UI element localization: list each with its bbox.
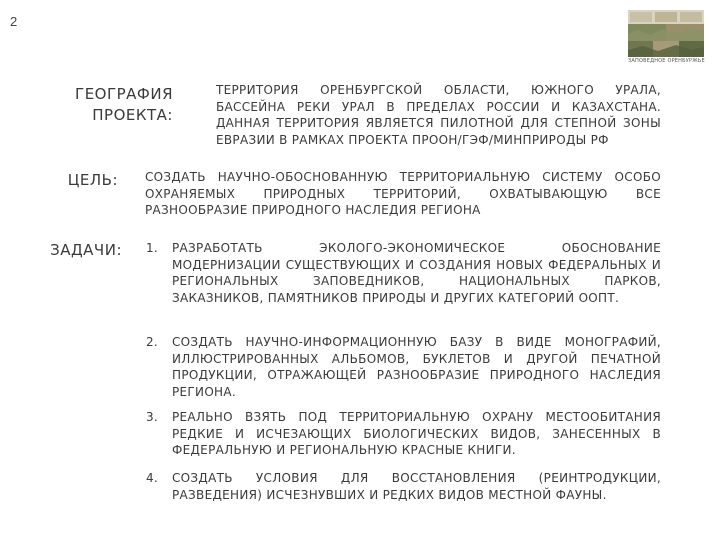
task-text: РАЗРАБОТАТЬ ЭКОЛОГО-ЭКОНОМИЧЕСКОЕ ОБОСНОВАНИЕ МОДЕРНИЗАЦИИ СУЩЕСТВУЮЩИХ И СОЗДАНИЯ НОВЫХ ФЕДЕРАЛЬНЫХ И РЕГИОНАЛЬНЫХ ЗАПОВЕДНИКОВ, НАЦИОНАЛЬНЫХ ПАРКОВ, ЗАКАЗНИКОВ, ПАМЯТНИКОВ ПРИРОДЫ И ДРУГИХ КАТЕГОРИЙ ООПТ. [172,241,661,305]
tasks-label: ЗАДАЧИ: [50,241,122,259]
task-text: СОЗДАТЬ УСЛОВИЯ ДЛЯ ВОССТАНОВЛЕНИЯ (РЕИНТРОДУКЦИИ, РАЗВЕДЕНИЯ) ИСЧЕЗНУВШИХ И РЕДКИХ ВИДОВ МЕСТНОЙ ФАУНЫ. [172,471,661,502]
task-number: 1. [146,241,159,255]
task-number: 2. [146,335,159,349]
landscape-photo-icon [628,10,704,57]
task-number: 3. [146,410,159,424]
task-text: СОЗДАТЬ НАУЧНО-ИНФОРМАЦИОННУЮ БАЗУ В ВИДЕ МОНОГРАФИЙ, ИЛЛЮСТРИРОВАННЫХ АЛЬБОМОВ, БУКЛЕТОВ И ДРУГОЙ ПЕЧАТНОЙ ПРОДУКЦИИ, ОТРАЖАЮЩЕЙ РАЗНООБРАЗИЕ ПРИРОДНОГО НАСЛЕДИЯ РЕГИОНА. [172,335,661,399]
task-item-1 [146,240,661,325]
task-text: РЕАЛЬНО ВЗЯТЬ ПОД ТЕРРИТОРИАЛЬНУЮ ОХРАНУ МЕСТООБИТАНИЯ РЕДКИЕ И ИСЧЕЗАЮЩИХ БИОЛОГИЧЕСКИХ ВИДОВ, ЗАНЕСЕННЫХ В ФЕДЕРАЛЬНУЮ И РЕГИОНАЛЬНУЮ КРАСНЫЕ КНИГИ. [172,410,661,457]
task-number: 4. [146,471,159,485]
goal-label: ЦЕЛЬ: [67,171,118,189]
task-item-4 [146,470,661,506]
geography-label-line2: ПРОЕКТА: [92,106,173,124]
geography-label-line1: ГЕОГРАФИЯ [75,85,173,103]
geography-text: ТЕРРИТОРИЯ ОРЕНБУРГСКОЙ ОБЛАСТИ, ЮЖНОГО УРАЛА, БАССЕЙНА РЕКИ УРАЛ В ПРЕДЕЛАХ РОССИИ И КАЗАХСТАНА. ДАННАЯ ТЕРРИТОРИЯ ЯВЛЯЕТСЯ ПИЛОТНОЙ ДЛЯ СТЕПНОЙ ЗОНЫ ЕВРАЗИИ В РАМКАХ ПРОЕКТА ПРООН/ГЭФ/МИНПРИРОДЫ РФ [216,83,661,147]
slide-number: 2 [10,14,18,29]
task-item-2 [146,334,661,402]
task-item-3 [146,409,661,461]
goal-text: СОЗДАТЬ НАУЧНО-ОБОСНОВАННУЮ ТЕРРИТОРИАЛЬНУЮ СИСТЕМУ ОСОБО ОХРАНЯЕМЫХ ПРИРОДНЫХ ТЕРРИТОРИЙ, ОХВАТЫВАЮЩУЮ ВСЕ РАЗНООБРАЗИЕ ПРИРОДНОГО НАСЛЕДИЯ РЕГИОНА [145,170,661,217]
logo [628,10,704,64]
logo-caption: ЗАПОВЕДНОЕ ОРЕНБУРЖЬЕ [628,58,705,64]
geography-label [40,84,173,126]
